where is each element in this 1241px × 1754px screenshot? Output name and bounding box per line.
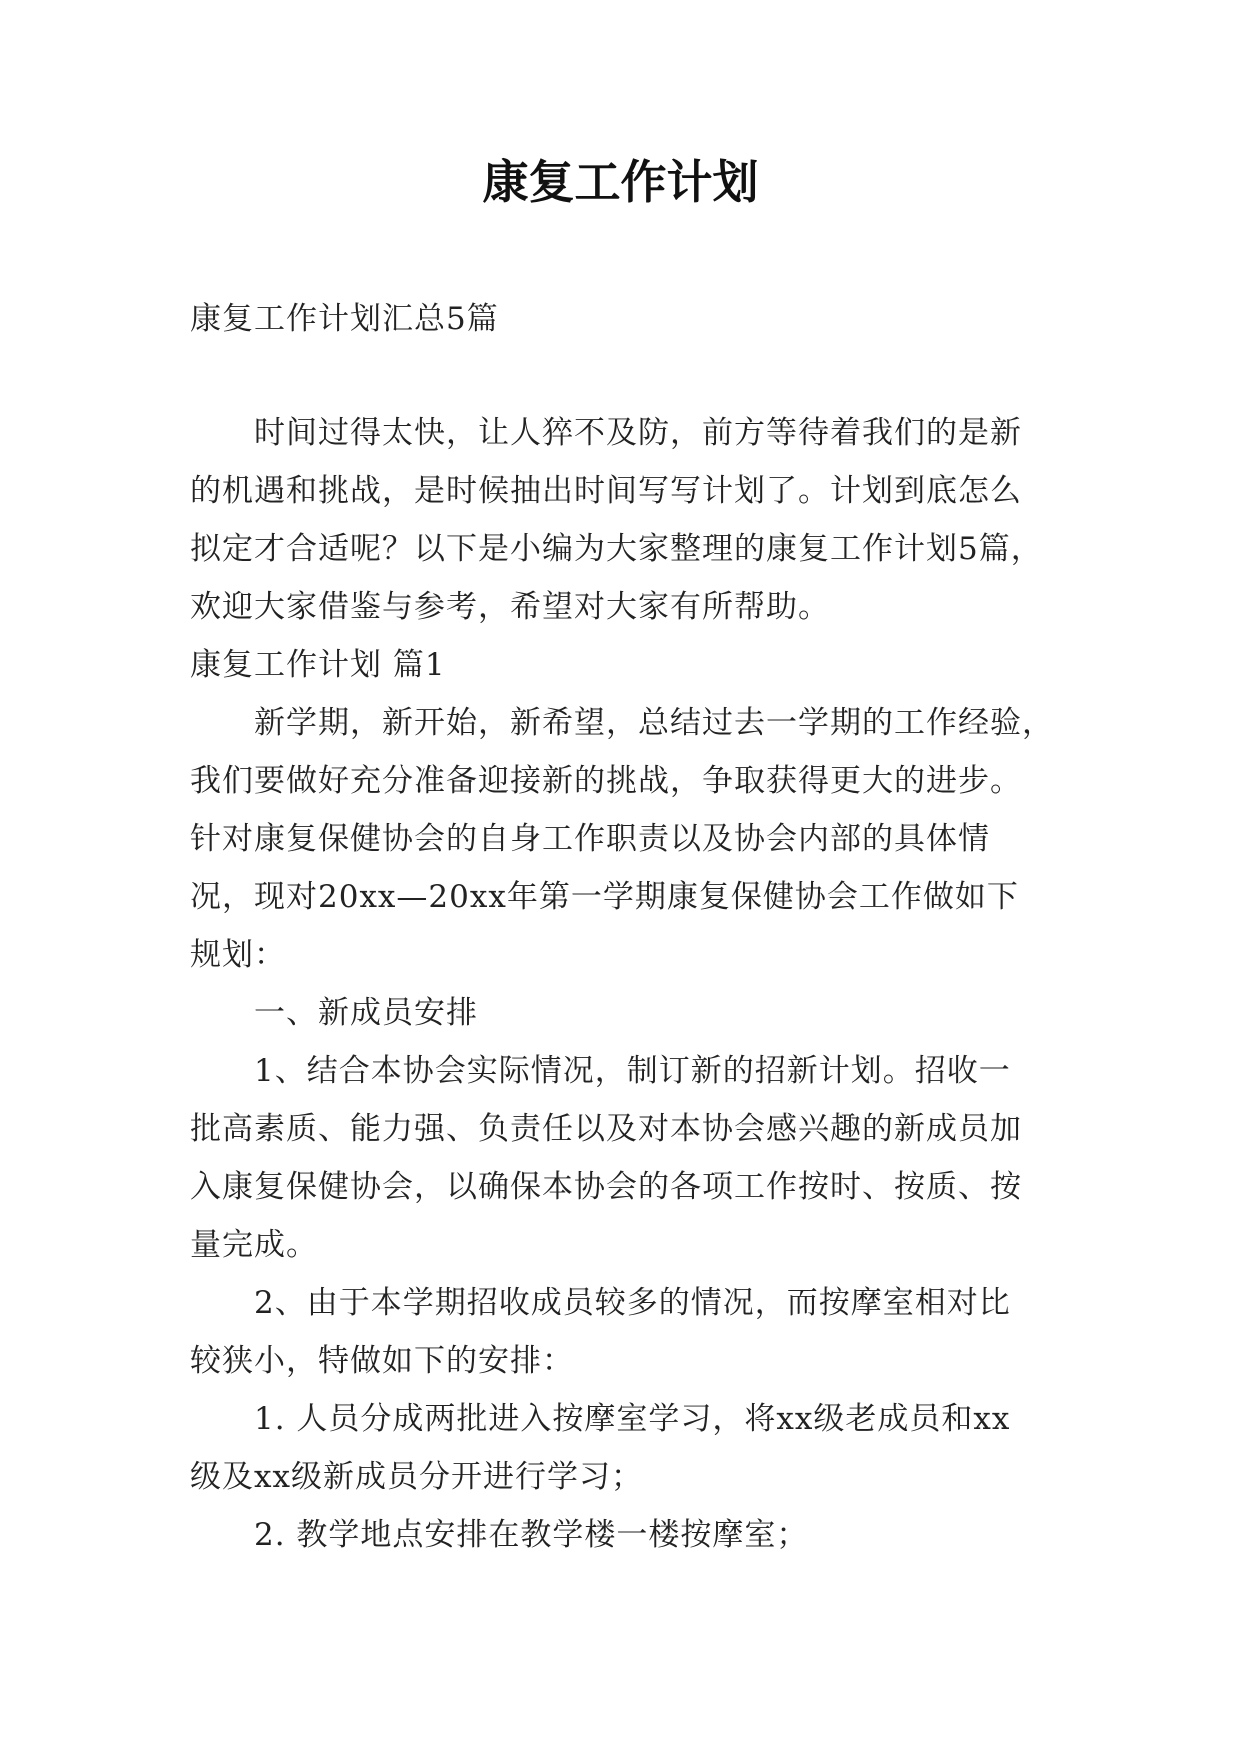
- paragraph-line: 况，现对20xx—20xx年第一学期康复保健协会工作做如下: [190, 879, 1019, 915]
- list-item-line: 2. 教学地点安排在教学楼一楼按摩室；: [254, 1517, 809, 1553]
- paragraph-line: 入康复保健协会，以确保本协会的各项工作按时、按质、按: [190, 1169, 1022, 1205]
- paragraph-line: 我们要做好充分准备迎接新的挑战，争取获得更大的进步。: [190, 763, 1022, 799]
- paragraph-line: 量完成。: [190, 1227, 318, 1263]
- subsection-heading: 一、新成员安排: [254, 995, 478, 1031]
- document-title: 康复工作计划: [482, 155, 759, 209]
- intro-line: 拟定才合适呢？以下是小编为大家整理的康复工作计划5篇，: [190, 531, 1043, 567]
- paragraph-line: 1、结合本协会实际情况，制订新的招新计划。招收一: [254, 1053, 1011, 1089]
- list-item-line: 1. 人员分成两批进入按摩室学习，将xx级老成员和xx: [254, 1401, 1011, 1437]
- list-item-line: 级及xx级新成员分开进行学习；: [190, 1459, 643, 1495]
- section-heading: 康复工作计划 篇1: [190, 647, 446, 683]
- paragraph-line: 针对康复保健协会的自身工作职责以及协会内部的具体情: [190, 821, 990, 857]
- paragraph-line: 规划：: [190, 937, 286, 973]
- intro-line: 的机遇和挑战，是时候抽出时间写写计划了。计划到底怎么: [190, 473, 1022, 509]
- paragraph-line: 2、由于本学期招收成员较多的情况，而按摩室相对比: [254, 1285, 1011, 1321]
- intro-line: 时间过得太快，让人猝不及防，前方等待着我们的是新: [254, 415, 1022, 451]
- paragraph-line: 批高素质、能力强、负责任以及对本协会感兴趣的新成员加: [190, 1111, 1022, 1147]
- paragraph-line: 较狭小，特做如下的安排：: [190, 1343, 574, 1379]
- document-body: [190, 290, 1054, 1564]
- document-subtitle: 康复工作计划汇总5篇: [190, 301, 499, 337]
- paragraph-line: 新学期，新开始，新希望，总结过去一学期的工作经验，: [254, 705, 1054, 741]
- intro-line: 欢迎大家借鉴与参考，希望对大家有所帮助。: [190, 589, 830, 625]
